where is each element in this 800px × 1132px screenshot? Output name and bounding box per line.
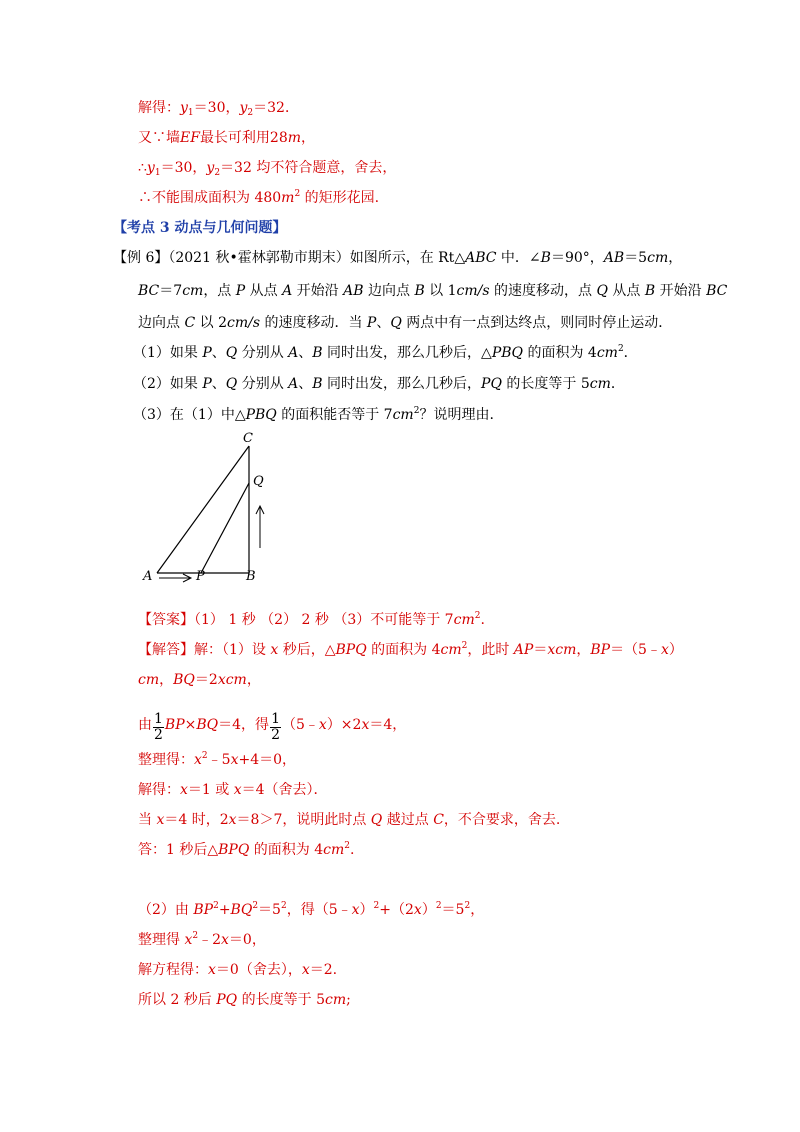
text: ，不合要求，舍去. <box>443 812 561 828</box>
superscript: 2 <box>413 406 420 416</box>
text: 的矩形花园. <box>300 190 380 206</box>
text: ＝5 <box>441 902 465 918</box>
text: 从点 <box>607 283 645 299</box>
var: B <box>312 345 323 361</box>
text: ＝ <box>533 642 548 658</box>
var: P <box>202 345 212 361</box>
text: ＝2 <box>194 672 218 688</box>
text: 由 <box>138 717 152 733</box>
var: Q <box>370 812 383 828</box>
var: BP <box>164 717 185 733</box>
subscript: 2 <box>214 168 221 178</box>
text: 的面积为 4 <box>523 345 597 361</box>
superscript: 2 <box>280 901 287 911</box>
unit: cm <box>392 407 414 423</box>
var: x <box>208 962 216 978</box>
var: x <box>318 717 327 733</box>
text: ＝32． <box>253 100 299 116</box>
unit: cm <box>647 250 669 266</box>
superscript: 2 <box>461 641 468 651</box>
text: 解：（1）设 <box>194 642 271 658</box>
text: 又∵墙 <box>138 130 180 146</box>
var: BP <box>193 902 214 918</box>
text: （1）如果 <box>133 345 203 361</box>
example-line-2 <box>138 281 727 301</box>
text: 以 2 <box>195 315 227 331</box>
part2-line-1 <box>138 900 484 920</box>
fraction-half <box>270 712 281 743</box>
text: ． <box>610 376 625 392</box>
var: x <box>221 932 229 948</box>
var: BQ <box>230 902 253 918</box>
text: ． <box>623 345 638 361</box>
text: +（2 <box>379 902 414 918</box>
label-p: P <box>196 569 205 584</box>
text: 秒后，△ <box>278 642 336 658</box>
var: Q <box>225 376 238 392</box>
wall-line <box>138 128 315 148</box>
text: （2021 秋•霍林郭勒市期末）如图所示，在 Rt△ <box>168 250 466 266</box>
var: AB <box>603 250 625 266</box>
var: x <box>156 812 165 828</box>
var: A <box>288 345 299 361</box>
example-line-1 <box>113 248 682 268</box>
unit: cm <box>453 612 475 628</box>
var: y <box>146 160 155 176</box>
superscript: 2 <box>252 901 259 911</box>
superscript: 2 <box>192 931 199 941</box>
text: ﹣2 <box>198 932 222 948</box>
var: BPQ <box>335 642 367 658</box>
var: x <box>413 902 422 918</box>
var: B <box>644 283 656 299</box>
superscript: 2 <box>373 901 380 911</box>
solution-line-1 <box>138 640 683 660</box>
text: （5﹣ <box>281 717 319 733</box>
var: y <box>239 100 248 116</box>
question-1 <box>133 343 638 363</box>
text: . <box>480 612 485 628</box>
text: ＝7 <box>159 283 183 299</box>
text: ＝30， <box>160 160 207 176</box>
text: 的面积能否等于 7 <box>276 407 393 423</box>
var: x <box>361 717 370 733</box>
subscript: 2 <box>247 108 254 118</box>
text: ， <box>470 902 485 918</box>
label-c: C <box>243 431 253 446</box>
fraction-half <box>153 712 164 743</box>
text: ，此时 <box>467 642 514 658</box>
answer-line <box>138 610 485 630</box>
var: BPQ <box>218 842 250 858</box>
text: ＝5 <box>624 250 648 266</box>
text: ∴不能围成面积为 480 <box>138 190 282 206</box>
text: 开始沿 <box>655 283 707 299</box>
numerator: 1 <box>154 711 163 727</box>
text: ＝0（舍去）， <box>215 962 302 978</box>
denominator: 2 <box>154 727 163 743</box>
unit: cm <box>323 842 345 858</box>
text: 答：1 秒后△ <box>138 842 219 858</box>
text: ﹣5 <box>207 752 231 768</box>
var: BQ <box>173 672 195 688</box>
unit: cm <box>324 992 347 1008</box>
text: 、 <box>376 315 391 331</box>
text: 解得： <box>138 782 180 798</box>
var: B <box>414 283 425 299</box>
var: x <box>351 902 360 918</box>
segment-pq <box>201 483 249 573</box>
solution-line-5 <box>138 780 328 800</box>
var: C <box>433 812 444 828</box>
solution-line-7 <box>138 840 354 860</box>
numerator: 1 <box>271 711 280 727</box>
triangle-figure <box>135 428 285 588</box>
text: 同时出发，那么几秒后，△ <box>322 345 492 361</box>
reject-line <box>138 158 396 178</box>
text: ＝5 <box>258 902 281 918</box>
var: y <box>206 160 215 176</box>
var: B <box>312 376 323 392</box>
text: 分别从 <box>237 345 289 361</box>
text: . <box>349 842 355 858</box>
text: ， <box>301 130 316 146</box>
text: ∴ <box>138 160 147 176</box>
var: x <box>270 642 279 658</box>
text: 所以 2 秒后 <box>138 992 217 1008</box>
example-tag: 【例 6】 <box>113 250 169 266</box>
subscript: 1 <box>154 168 161 178</box>
var: BC <box>706 283 728 299</box>
text: ，得（5﹣ <box>286 902 352 918</box>
superscript: 2 <box>435 901 442 911</box>
text: 整理得 <box>138 932 185 948</box>
var: x <box>228 812 237 828</box>
text: ＝（5﹣ <box>610 642 661 658</box>
text: （3）在（1）中△ <box>133 407 246 423</box>
superscript: 2 <box>464 901 471 911</box>
unit: cm <box>440 642 462 658</box>
var: B <box>540 250 551 266</box>
text: 两点中有一点到达终点，则同时停止运动． <box>401 315 673 331</box>
superscript: 2 <box>344 841 350 851</box>
superscript: 2 <box>474 611 481 621</box>
var: EF <box>180 130 200 146</box>
text: 的速度移动，点 <box>489 283 597 299</box>
var: A <box>282 283 293 299</box>
conclusion-line <box>138 188 379 208</box>
text: ） <box>421 902 436 918</box>
var: BQ <box>196 717 219 733</box>
text: 的长度等于 5 <box>501 376 590 392</box>
text: 最长可利用28 <box>199 130 288 146</box>
solution-line-3 <box>138 712 406 743</box>
var: x <box>230 752 239 768</box>
label-b: B <box>246 569 256 584</box>
var: AP <box>513 642 534 658</box>
var: C <box>184 315 196 331</box>
text: ＝4（舍去）． <box>241 782 328 798</box>
unit: cm <box>589 376 611 392</box>
text: ＝4 时，2 <box>164 812 229 828</box>
text: 边向点 <box>138 315 185 331</box>
text: 中．∠ <box>496 250 541 266</box>
text: 分别从 <box>237 376 289 392</box>
text: ， <box>246 672 261 688</box>
solution-line-4 <box>138 750 296 770</box>
superscript: 2 <box>617 344 624 354</box>
var: ABC <box>465 250 497 266</box>
text: ＝4，得 <box>218 717 270 733</box>
part2-line-2 <box>138 930 266 950</box>
var: PBQ <box>491 345 523 361</box>
text: 、 <box>298 345 313 361</box>
text: 整理得： <box>138 752 194 768</box>
var: x <box>660 642 669 658</box>
var: x <box>301 962 310 978</box>
var: Q <box>225 345 238 361</box>
text: 从点 <box>245 283 283 299</box>
text: ， <box>668 250 683 266</box>
text: 当 <box>138 812 157 828</box>
text: 、 <box>211 345 226 361</box>
var: x <box>194 752 202 768</box>
var: xcm <box>547 642 577 658</box>
text: ＝4， <box>369 717 407 733</box>
text: ＝2. <box>309 962 338 978</box>
denominator: 2 <box>271 727 280 743</box>
unit: cm <box>596 345 618 361</box>
text: 、 <box>298 376 313 392</box>
subscript: 1 <box>187 108 194 118</box>
var: x <box>184 932 193 948</box>
section-heading: 【考点 3 动点与几何问题】 <box>113 220 287 236</box>
var: Q <box>596 283 608 299</box>
superscript: 2 <box>201 751 208 761</box>
unit: cm <box>182 283 204 299</box>
unit: cm <box>138 672 160 688</box>
solution-line-6 <box>138 810 560 830</box>
label-q: Q <box>253 474 264 489</box>
text: ＝30， <box>193 100 240 116</box>
part2-line-4 <box>138 990 351 1010</box>
var: PBQ <box>245 407 277 423</box>
question-3 <box>133 405 494 425</box>
label-a: A <box>143 569 153 584</box>
example-line-3 <box>138 313 672 333</box>
var: BP <box>590 642 611 658</box>
unit: m <box>281 190 295 206</box>
solution-tag: 【解答】 <box>138 642 194 658</box>
text: ＝1 或 <box>187 782 234 798</box>
text: 越过点 <box>382 812 434 828</box>
text: 的面积为 4 <box>366 642 441 658</box>
text: ） <box>668 642 683 658</box>
text: 开始沿 <box>292 283 344 299</box>
var: P <box>202 376 212 392</box>
text: ＝90°， <box>550 250 604 266</box>
text: ，点 <box>203 283 236 299</box>
part2-line-3 <box>138 960 337 980</box>
text: ; <box>346 992 351 1008</box>
text: 、 <box>211 376 226 392</box>
var: P <box>366 315 377 331</box>
var: x <box>180 782 188 798</box>
question-2 <box>133 374 625 394</box>
text: × <box>184 717 197 733</box>
var: y <box>180 100 188 116</box>
unit: cm/s <box>456 283 490 299</box>
solution-line-2 <box>138 670 261 690</box>
text: ？说明理由. <box>419 407 494 423</box>
unit: m <box>287 130 302 146</box>
unit: cm/s <box>226 315 261 331</box>
var: A <box>288 376 299 392</box>
superscript: 2 <box>213 901 219 911</box>
superscript: 2 <box>294 189 301 199</box>
text: ＝0， <box>228 932 266 948</box>
var: xcm <box>217 672 247 688</box>
text: 解方程得： <box>138 962 208 978</box>
var: BC <box>138 283 160 299</box>
text: +4＝0， <box>238 752 297 768</box>
text: （2）如果 <box>133 376 203 392</box>
text: 的速度移动．当 <box>260 315 367 331</box>
text: 边向点 <box>363 283 415 299</box>
text: （2）由 <box>138 902 194 918</box>
text: ＝8＞7，说明此时点 <box>236 812 371 828</box>
solve-line-1 <box>138 98 299 118</box>
text: ， <box>159 672 174 688</box>
text: ）×2 <box>326 717 362 733</box>
var: PQ <box>216 992 238 1008</box>
var: AB <box>343 283 364 299</box>
text: 解得： <box>138 100 180 116</box>
text: （1） 1 秒 （2） 2 秒 （3）不可能等于 7 <box>194 612 454 628</box>
text: ， <box>576 642 591 658</box>
var: x <box>233 782 242 798</box>
var: P <box>235 283 246 299</box>
text: ＝32 均不符合题意，舍去， <box>220 160 397 176</box>
text: 以 1 <box>424 283 457 299</box>
text: 的长度等于 5 <box>237 992 325 1008</box>
var: Q <box>390 315 402 331</box>
text: 同时出发，那么几秒后， <box>322 376 482 392</box>
answer-tag: 【答案】 <box>138 612 194 628</box>
text: ） <box>359 902 374 918</box>
text: 的面积为 4 <box>249 842 324 858</box>
var: PQ <box>481 376 502 392</box>
text: + <box>218 902 231 918</box>
